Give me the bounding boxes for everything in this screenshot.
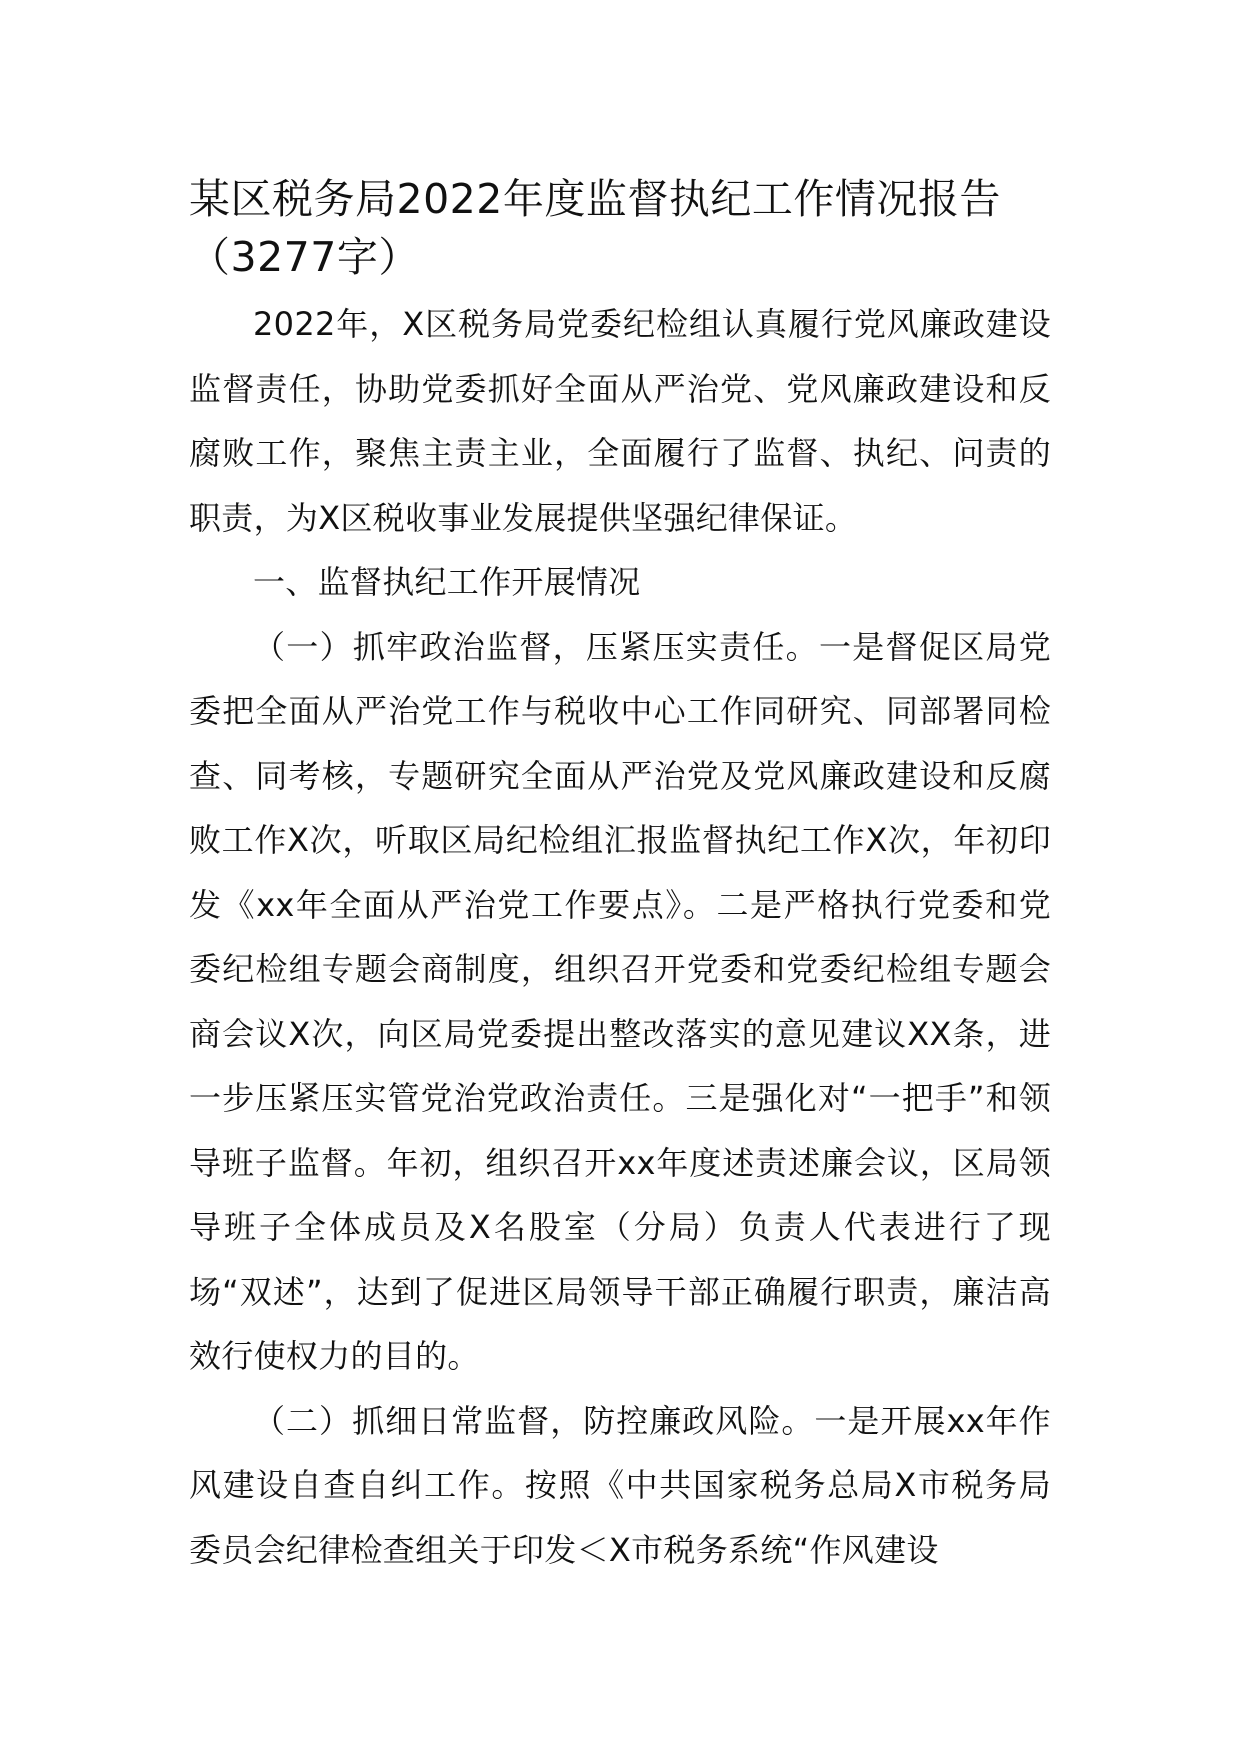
paragraph-section-1-2: （二）抓细日常监督，防控廉政风险。一是开展xx年作风建设自查自纠工作。按照《中共国家税务总局X市税务局委员会纪律检查组关于印发＜X市税务系统“作风建设: [189, 1401, 1051, 1569]
paragraph-section-1-1: （一）抓牢政治监督，压紧压实责任。一是督促区局党委把全面从严治党工作与税收中心工作同研究、同部署同检查、同考核，专题研究全面从严治党及党风廉政建设和反腐败工作X次，听取区局纪检组汇报监督执纪工作X次，年初印发《xx年全面从严治党工作要点》。二是严格执行党委和党委纪检组专题会商制度，组织召开党委和党委纪检组专题会商会议X次，向区局党委提出整改落实的意见建议XX条，进一步压紧压实管党治党政治责任。三是强化对“一把手”和领导班子监督。年初，组织召开xx年度述责述廉会议，区局领导班子全体成员及X名股室（分局）负责人代表进行了现场“双述”，达到了促进区局领导干部正确履行职责，廉洁高效行使权力的目的。: [189, 627, 1051, 1375]
document-page: [189, 170, 1051, 1582]
paragraph-intro: 2022年，X区税务局党委纪检组认真履行党风廉政建设监督责任，协助党委抓好全面从严治党、党风廉政建设和反腐败工作，聚焦主责主业，全面履行了监督、执纪、问责的职责，为X区税收事业发展提供坚强纪律保证。: [189, 305, 1051, 537]
document-title: 某区税务局2022年度监督执纪工作情况报告（3277字）: [189, 175, 1001, 281]
section-heading-1: 一、监督执纪工作开展情况: [253, 563, 641, 601]
